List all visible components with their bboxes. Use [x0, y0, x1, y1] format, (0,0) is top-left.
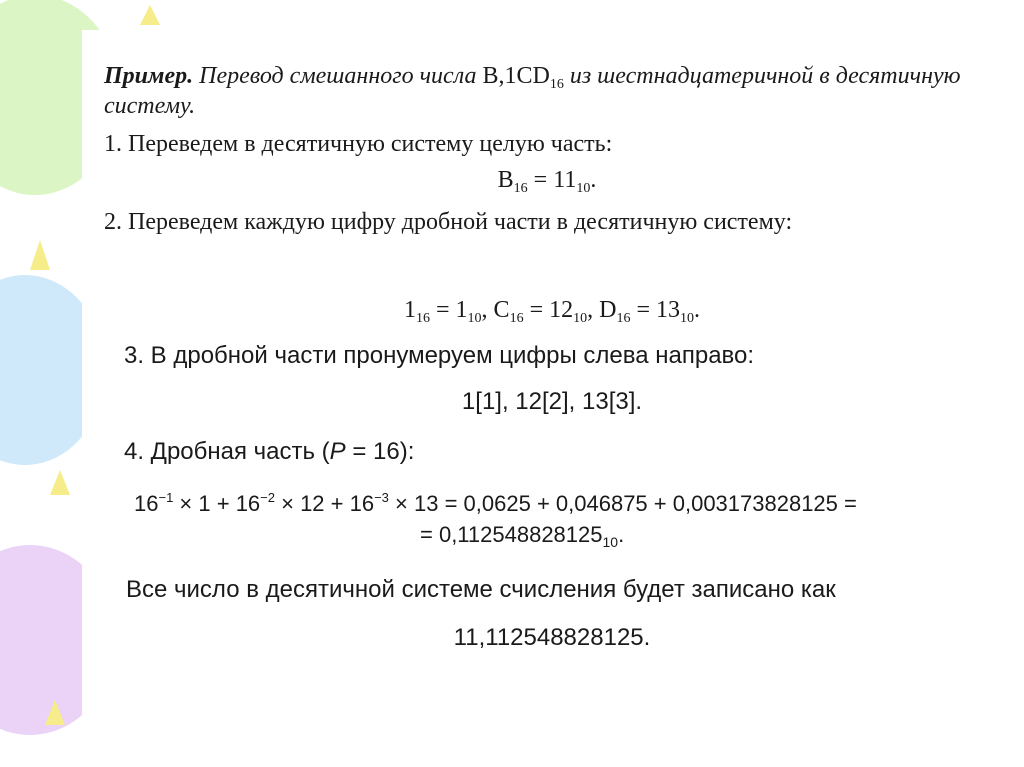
step-1-text: 1. Переведем в десятичную систему целую часть:: [104, 131, 613, 157]
final-result: 11,112548828125.: [453, 624, 651, 651]
step-2-equation: $1_{16} = 1_{10}$, $C_{16} = 12_{10}$, $D_{16} = 13_{10}$.: [404, 297, 700, 326]
conclusion-text: Все число в десятичной системе счисления будет записано как: [126, 576, 836, 603]
step-1-equation: $B_{16} = 11_{10}$.: [497, 167, 597, 196]
step-2-text: 2. Переведем каждую цифру дробной части в десятичную систему:: [104, 209, 793, 235]
fraction-formula: $16^{-1} \times 1 + 16^{-2} \times 12 + 16^{-3} \times 13 = 0,0625 + 0,046875 + 0,003173828125$ =: [134, 490, 857, 516]
step-3-text: 3. В дробной части пронумеруем цифры слева направо:: [124, 342, 755, 369]
slide-content: [82, 30, 1002, 760]
fraction-formula-result: = $0,112548828125_{10}$.: [420, 522, 625, 550]
example-heading: Пример. Перевод смешанного числа $B,1CD_{16}$ из шестнадцатеричной в десятичную: [104, 63, 961, 92]
example-heading-continued: систему.: [104, 93, 196, 119]
step-4-text: 4. Дробная часть (P = 16):: [124, 438, 415, 465]
step-3-equation: 1[1], 12[2], 13[3].: [461, 388, 643, 415]
